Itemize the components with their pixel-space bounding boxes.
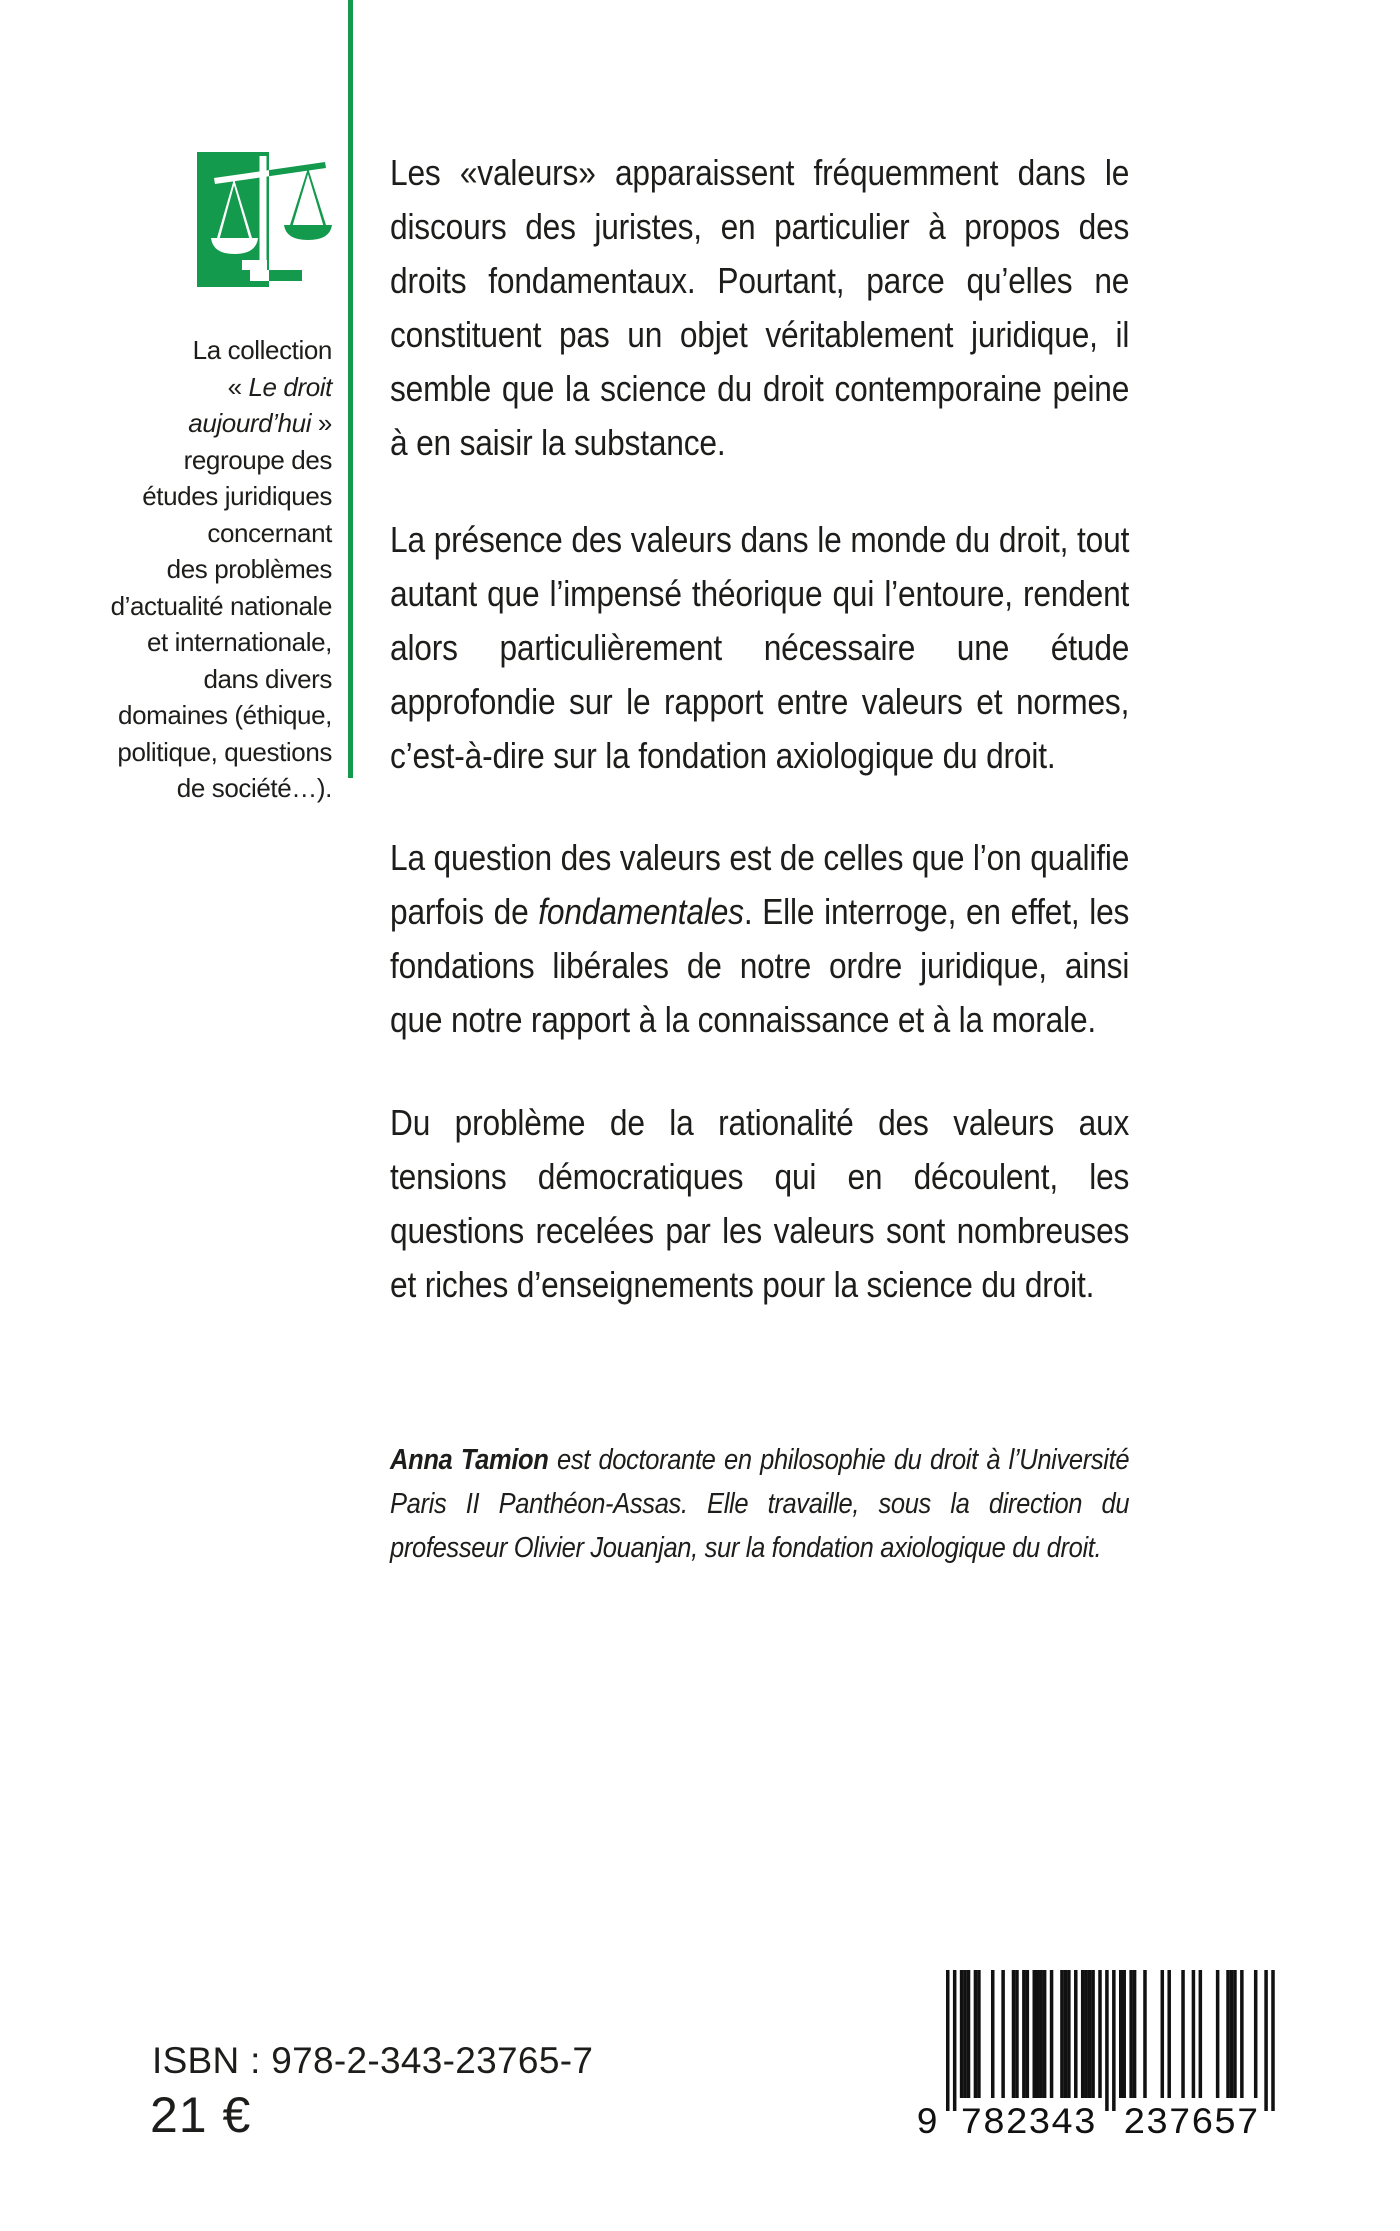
collection-line: La collection (192, 335, 332, 365)
collection-line: « Le droit (227, 371, 332, 402)
barcode-bar (1088, 1970, 1092, 2098)
barcode-bar (1043, 1970, 1047, 2098)
collection-line: des problèmes (166, 554, 332, 584)
barcode-bar (1015, 1970, 1019, 2098)
collection-line: études juridiques (142, 481, 332, 511)
barcode-bar (1233, 1970, 1237, 2098)
barcode-bar (1033, 1970, 1037, 2098)
barcode-bar (1098, 1970, 1102, 2098)
barcode-bar (1022, 1970, 1026, 2098)
barcode-bar (953, 1970, 957, 2111)
barcode-bar (1199, 1970, 1203, 2098)
barcode-bar (1084, 1970, 1088, 2098)
barcode-bar (1001, 1970, 1005, 2098)
collection-description (40, 332, 332, 807)
barcode-bar (1216, 1970, 1220, 2098)
collection-line: concernant (207, 517, 332, 548)
barcode-bar (960, 1970, 964, 2098)
barcode-bar (1167, 1970, 1171, 2098)
back-cover-text-column (390, 0, 1129, 2231)
collection-line: de société…). (176, 773, 332, 803)
collection-line: politique, questions (117, 736, 332, 767)
barcode-bar (1133, 1970, 1137, 2098)
collection-line: regroupe des (183, 444, 332, 475)
barcode-bar (963, 1970, 967, 2098)
collection-line: domaines (éthique, (118, 700, 332, 730)
barcode-bar (1012, 1970, 1016, 2098)
barcode-digits-group2: 237657 (1123, 2103, 1259, 2138)
barcode-bar (1060, 1970, 1064, 2098)
barcode-bar (1036, 1970, 1040, 2098)
barcode-bar (1064, 1970, 1068, 2098)
barcode-bar (1050, 1970, 1054, 2098)
collection-line: aujourd’hui » (188, 408, 332, 438)
barcode-bar (1091, 1970, 1095, 2098)
barcode-digits-group1: 782343 (960, 2103, 1096, 2138)
collection-line: et internationale, (146, 627, 332, 657)
author-bio: Anna Tamion est doctorante en philosophie du droit à l’Université Paris II Panthéon-Assas. Elle travaille, sous la direction du professeur Olivier Jouanjan, sur la fondation axiologique du droit. (390, 1444, 1130, 1564)
author-name: Anna Tamion (390, 1444, 549, 1476)
barcode-bar (991, 1970, 995, 2098)
barcode-bar (1026, 1970, 1030, 2098)
scales-of-justice-logo (195, 150, 335, 290)
barcode-bar (1226, 1970, 1230, 2098)
collection-line: d’actualité nationale (110, 590, 332, 621)
isbn-text: ISBN : 978-2-343-23765-7 (152, 2040, 594, 2081)
barcode-bar (1264, 1970, 1268, 2111)
barcode-bar (977, 1970, 981, 2098)
barcode-bar (1081, 1970, 1085, 2098)
barcode-bar (1271, 1970, 1275, 2111)
collection-line: dans divers (203, 663, 332, 694)
barcode-bar (1039, 1970, 1043, 2098)
barcode-bar (1067, 1970, 1071, 2098)
barcode-bar (967, 1970, 971, 2098)
barcode-bar (1254, 1970, 1258, 2098)
barcode-bar (1240, 1970, 1244, 2098)
barcode-digit-left: 9 (916, 2103, 939, 2138)
barcode-bar (1122, 1970, 1126, 2098)
barcode-bar (1129, 1970, 1133, 2098)
barcode-bar (1161, 1970, 1165, 2098)
barcode-bar (1181, 1970, 1185, 2098)
barcode-bar (974, 1970, 978, 2098)
barcode-bar (1143, 1970, 1147, 2098)
barcode-bar (1192, 1970, 1196, 2098)
blurb-paragraph-1: Les «valeurs» apparaissent fréquemment dans le discours des juristes, en particulier à propos des droits fondamentaux. Pourtant, parce qu’elles ne constituent pas un objet véritablement juridique, il semble que la science du droit contemporaine peine à en saisir la substance. (390, 152, 1130, 463)
barcode-bar (1112, 1970, 1116, 2111)
price-text: 21 € (150, 2087, 252, 2143)
ean13-barcode (914, 1970, 1282, 2138)
barcode-bar (946, 1970, 950, 2111)
blurb-paragraph-4: Du problème de la rationalité des valeurs aux tensions démocratiques qui en découlent, les questions recelées par les valeurs sont nombreuses et riches d’enseignements pour la science du droit. (390, 1102, 1130, 1305)
barcode-bar (1105, 1970, 1109, 2111)
barcode-bar (1074, 1970, 1078, 2098)
blurb-paragraph-3: La question des valeurs est de celles que l’on qualifie parfois de fondamentales. Elle interroge, en effet, les fondations libérales de notre ordre juridique, ainsi que notre rapport à la connaissance et à la morale. (390, 837, 1130, 1040)
blurb-paragraph-2: La présence des valeurs dans le monde du droit, tout autant que l’impensé théorique qui l’entoure, rendent alors particulièrement nécessaire une étude approfondie sur le rapport entre valeurs et normes, c’est-à-dire sur la fondation axiologique du droit. (390, 519, 1130, 776)
barcode-bar (1230, 1970, 1234, 2098)
vertical-green-divider (348, 0, 353, 778)
barcode-bar (1119, 1970, 1123, 2098)
